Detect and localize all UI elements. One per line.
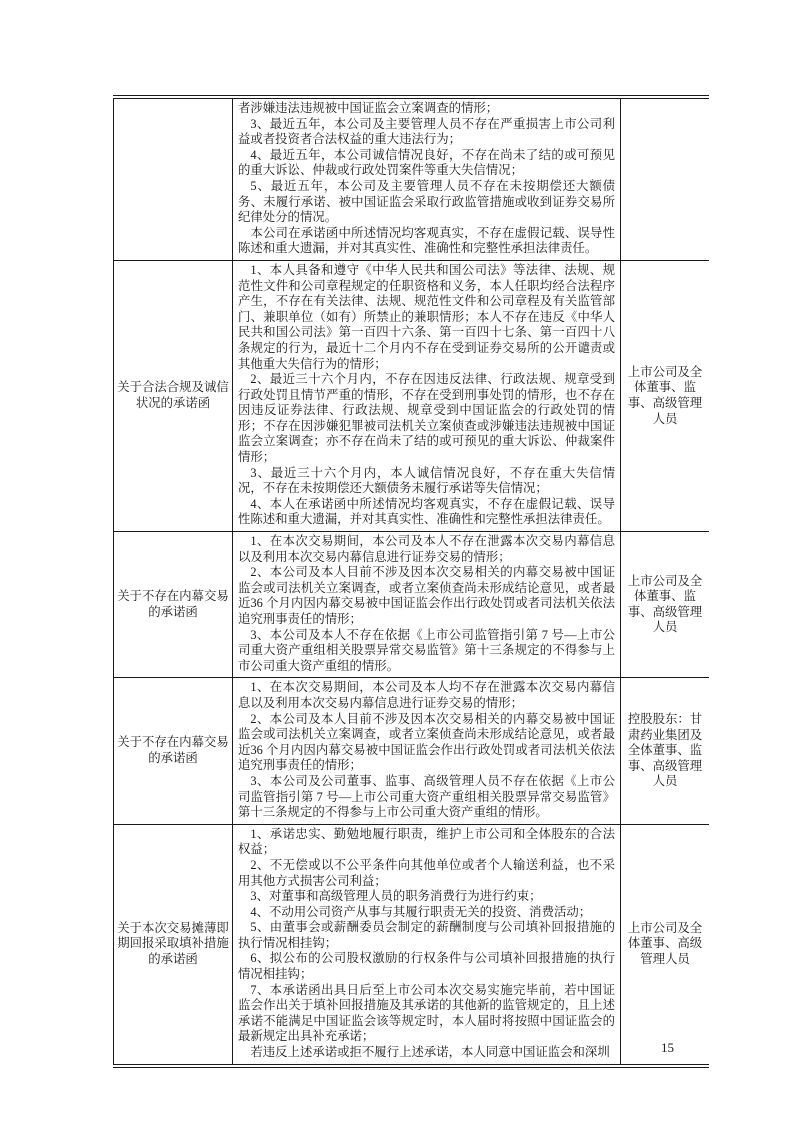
page-number: 15	[661, 1040, 674, 1055]
commitment-text-cell	[233, 97, 621, 260]
commitment-type-cell	[114, 97, 233, 260]
table-row-0	[114, 97, 710, 260]
commitment-paragraph: 若违反上述承诺或拒不履行上述承诺，本人同意中国证监会和深圳	[250, 1045, 610, 1060]
party-cell	[621, 678, 710, 824]
commitment-paragraph: 4、不动用公司资产从事与其履行职责无关的投资、消费活动；	[250, 904, 592, 919]
commitment-paragraph: 本公司在承诺函中所述情况均客观真实，不存在虚假记载、误导性陈述和重大遗漏，并对其真实性、准确性和完整性承担法律责任。	[238, 225, 615, 256]
commitment-text-cell	[233, 824, 621, 1065]
commitment-type-label: 关于不存在内幕交易的承诺函	[117, 589, 229, 619]
commitment-paragraph: 6、拟公布的公司股权激励的行权条件与公司填补回报措施的执行情况相挂钩；	[238, 951, 615, 982]
commitment-paragraph: 5、由董事会或薪酬委员会制定的薪酬制度与公司填补回报措施的执行情况相挂钩；	[238, 920, 615, 950]
commitment-type-cell	[114, 824, 233, 1065]
commitment-text-cell	[233, 260, 621, 531]
commitment-text-cell	[233, 532, 621, 678]
commitment-paragraph: 5、最近五年，本公司及主要管理人员不存在未按期偿还大额债务、未履行承诺、被中国证监会采取行政监管措施或收到证券交易所纪律处分的情况。	[238, 178, 615, 225]
commitment-type-label: 关于不存在内幕交易的承诺函	[117, 735, 229, 766]
party-label: 上市公司及全体董事、高级管理人员	[627, 920, 703, 966]
commitment-type-cell	[114, 532, 233, 678]
commitment-paragraph: 3、本公司及本人不存在依据《上市公司监管指引第 7 号—上市公司重大资产重组相关股票异常交易监管》第十三条规定的不得参与上市公司重大资产重组的情形。	[238, 627, 615, 673]
commitments-table	[113, 95, 709, 1068]
party-label: 上市公司及全体董事、监事、高级管理人员	[627, 573, 703, 635]
commitment-paragraph: 4、本人在承诺函中所述情况均客观真实，不存在虚假记载、误导性陈述和重大遗漏，并对其真实性、准确性和完整性承担法律责任。	[238, 496, 615, 527]
party-cell	[621, 97, 710, 260]
table-row-3	[114, 678, 710, 824]
party-cell	[621, 532, 710, 678]
commitment-paragraph: 4、最近五年，本公司诚信情况良好，不存在尚未了结的或可预见的重大诉讼、仲裁或行政处罚案件等重大失信情况；	[238, 147, 615, 178]
table-row-4	[114, 824, 710, 1065]
commitment-paragraph: 1、承诺忠实、勤勉地履行职责，维护上市公司和全体股东的合法权益；	[238, 826, 615, 857]
party-cell	[621, 260, 710, 531]
commitment-type-cell	[114, 260, 233, 531]
commitment-paragraph: 1、本人具备和遵守《中华人民共和国公司法》等法律、法规、规范性文件和公司章程规定的任职资格和义务，本人任职均经合法程序产生，不存在有关法律、法规、规范性文件和公司章程及有关监管部门、兼职单位（如有）所禁止的兼职情形；本人不存在违反《中华人民共和国公司法》第一百四十六条、第一百四十七条、第一百四十八条规定的行为，最近十二个月内不存在受到证券交易所的公开谴责或其他重大失信行为的情形；	[238, 262, 615, 371]
commitment-paragraph: 者涉嫌违法违规被中国证监会立案调查的情形；	[238, 101, 499, 115]
commitment-paragraph: 3、对董事和高级管理人员的职务消费行为进行约束；	[250, 889, 542, 904]
commitment-paragraph: 2、最近三十六个月内，不存在因违反法律、行政法规、规章受到行政处罚且情节严重的情形，不存在受到刑事处罚的情形，也不存在因违反证券法律、行政法规、规章受到中国证监会的行政处罚的情形；不存在因涉嫌犯罪被司法机关立案侦查或涉嫌违法违规被中国证监会立案调查；亦不存在尚未了结的或可预见的重大诉讼、仲裁案件情形；	[238, 372, 615, 465]
commitment-text-cell	[233, 678, 621, 824]
table-row-2	[114, 532, 710, 678]
commitment-paragraph: 1、在本次交易期间，本公司及本人不存在泄露本次交易内幕信息以及利用本次交易内幕信息进行证券交易的情形；	[238, 534, 615, 564]
party-label: 控股股东：甘肃药业集团及全体董事、监事、高级管理人员	[627, 712, 703, 789]
commitment-paragraph: 2、不无偿或以不公平条件向其他单位或者个人输送利益，也不采用其他方式损害公司利益；	[238, 857, 615, 888]
commitment-type-cell	[114, 678, 233, 824]
party-cell	[621, 824, 710, 1065]
commitment-paragraph: 2、本公司及本人目前不涉及因本次交易相关的内幕交易被中国证监会或司法机关立案调查，或者立案侦查尚未形成结论意见，或者最近36 个月内因内幕交易被中国证监会作出行政处罚或者司法机关依法追究刑事责任的情形；	[238, 565, 615, 626]
commitment-paragraph: 7、本承诺函出具日后至上市公司本次交易实施完毕前，若中国证监会作出关于填补回报措施及其承诺的其他新的监管规定的，且上述承诺不能满足中国证监会该等规定时，本人届时将按照中国证监会的最新规定出具补充承诺；	[238, 982, 615, 1044]
commitment-type-label: 关于本次交易摊薄即期回报采取填补措施的承诺函	[117, 920, 229, 966]
commitment-paragraph: 3、本公司及公司董事、监事、高级管理人员不存在依据《上市公司监管指引第 7 号—上市公司重大资产重组相关股票异常交易监管》第十三条规定的不得参与上市公司重大资产重组的情形。	[238, 773, 615, 820]
commitment-paragraph: 1、在本次交易期间，本公司及本人均不存在泄露本次交易内幕信息以及利用本次交易内幕信息进行证券交易的情形；	[238, 680, 615, 710]
party-label: 上市公司及全体董事、监事、高级管理人员	[627, 364, 703, 426]
table-row-1	[114, 260, 710, 531]
commitment-paragraph: 3、最近三十六个月内，本人诚信情况良好，不存在重大失信情况，不存在未按期偿还大额债务未履行承诺等失信情况；	[238, 465, 615, 496]
commitment-paragraph: 2、本公司及本人目前不涉及因本次交易相关的内幕交易被中国证监会或司法机关立案调查，或者立案侦查尚未形成结论意见，或者最近36 个月内因内幕交易被中国证监会作出行政处罚或者司法机关依法追究刑事责任的情形；	[238, 711, 615, 773]
commitment-type-label: 关于合法合规及诚信状况的承诺函	[117, 380, 229, 410]
commitment-paragraph: 3、最近五年，本公司及主要管理人员不存在严重损害上市公司利益或者投资者合法权益的重大违法行为；	[238, 116, 615, 147]
